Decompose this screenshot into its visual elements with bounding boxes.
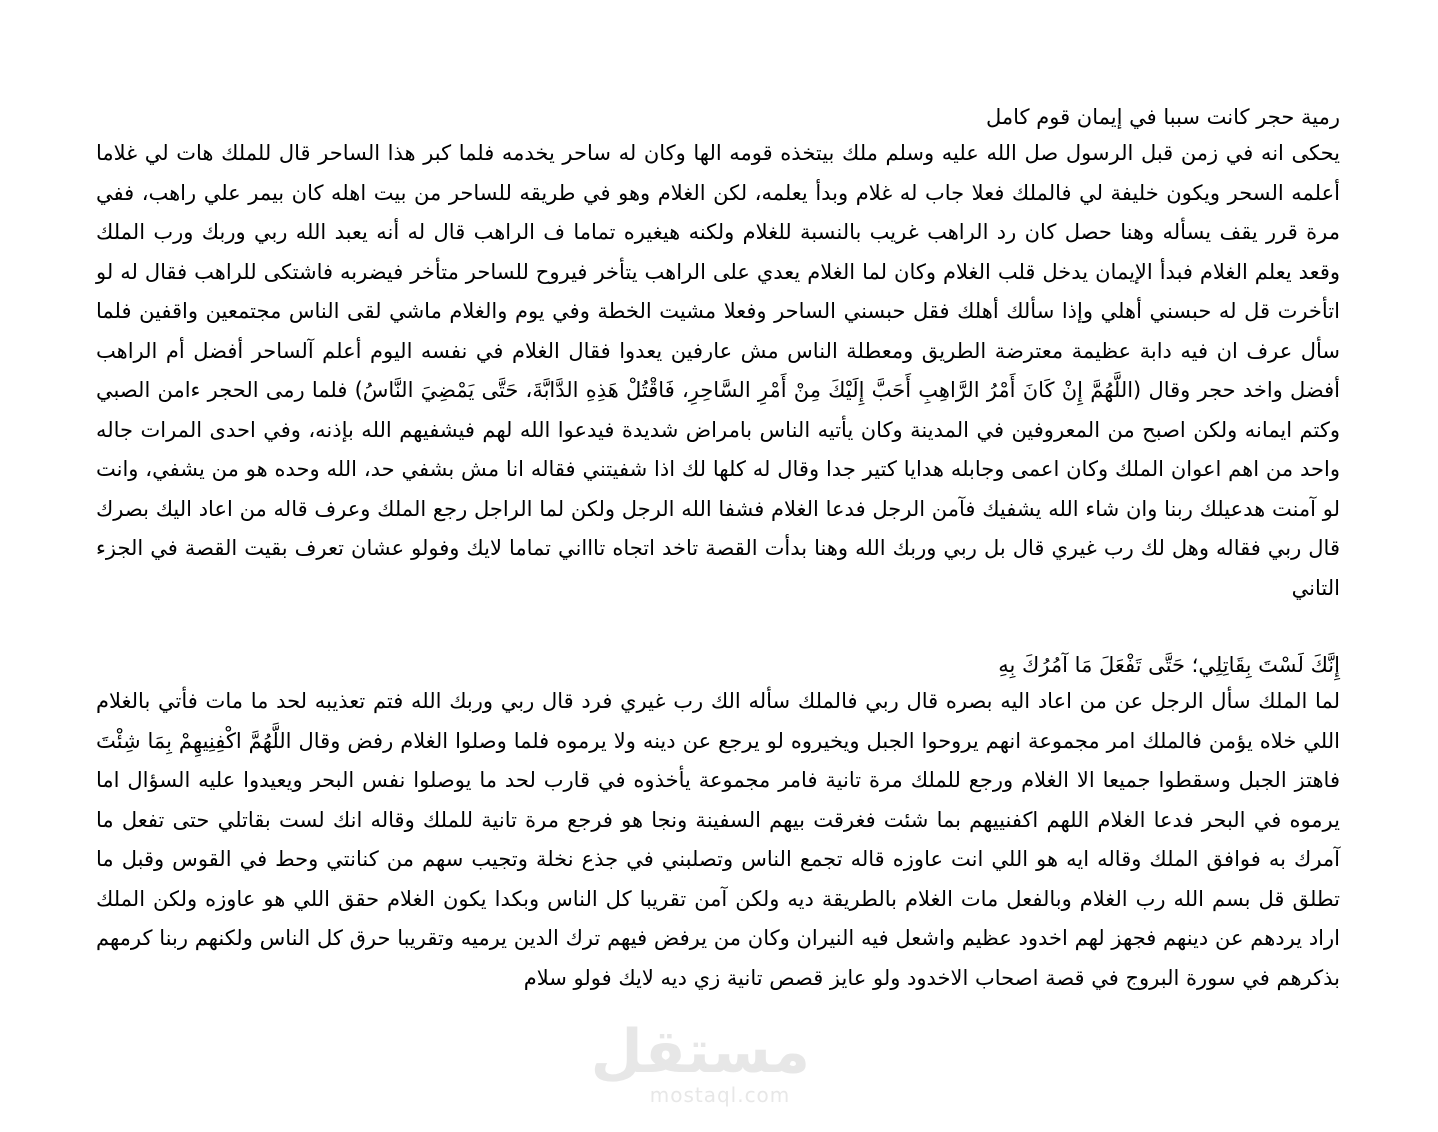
document-title: رمية حجر كانت سببا في إيمان قوم كامل <box>986 105 1340 129</box>
mostaql-watermark <box>590 1017 810 1110</box>
watermark-logo: مستقل <box>590 1017 810 1087</box>
paragraph-second: لما الملك سأل الرجل عن من اعاد اليه بصره قال ربي فالملك سأله الك رب غيري فرد قال ربي وربك الله فتم تعذيبه لحد ما مات فأتي بالغلام اللي خلاه يؤمن فالملك امر مجموعة انهم يروحوا الجبل ويخيروه لو يرجع عن دينه ولا يرموه فلما وصلوا الغلام رفض وقال اللَّهُمَّ اكْفِنِيهِمْ بِمَا شِئْتَ فاهتز الجبل وسقطوا جميعا الا الغلام ورجع للملك مرة تانية فامر مجموعة يأخذوه في قارب لحد ما يوصلوا نفس البحر ويعيدوا عليه السؤال اما يرموه في البحر فدعا الغلام اللهم اكفنييهم بما شئت فغرقت بيهم السفينة ونجا هو فرجع مرة تانية للملك وقاله انك لست بقاتلي حتى تفعل ما آمرك به فوافق الملك وقاله ايه هو اللي انت عاوزه قاله تجمع الناس وتصلبني في جذع نخلة وتجيب سهم من كنانتي وحط في القوس وقبل ما تطلق قل بسم الله رب الغلام وبالفعل مات الغلام بالطريقة ديه ولكن آمن تقريبا كل الناس وبكدا يكون الغلام حقق اللي هو عاوزه ولكن الملك اراد يردهم عن دينهم فجهز لهم اخدود عظيم واشعل فيه النيران وكان من يرفض فيهم ترك الدين يرميه وتقريبا حرق كل الناس ولكنهم ربنا كرمهم بذكرهم في سورة البروج في قصة اصحاب الاخدود ولو عايز قصص تانية زي ديه لايك فولو سلام <box>96 689 1340 990</box>
section-subtitle: إِنَّكَ لَسْتَ بِقَاتِلِي؛ حَتَّى تَفْعَلَ مَا آمُرُكَ بِهِ <box>998 653 1340 677</box>
paragraph-spacer <box>96 608 1340 648</box>
paragraph-first: يحكى انه في زمن قبل الرسول صل الله عليه وسلم ملك بيتخذه قومه الها وكان له ساحر يخدمه فلما كبر هذا الساحر قال للملك هات لي غلاما أعلمه السحر ويكون خليفة لي فالملك فعلا جاب له غلام وبدأ يعلمه، لكن الغلام وهو في طريقه للساحر من بيت اهله كان بيمر علي راهب، ففي مرة قرر يقف يسأله وهنا حصل كان رد الراهب غريب بالنسبة للغلام ولكنه هيغيره تماما ف الراهب قال له أنه يعبد الله ربي وربك ورب الملك وقعد يعلم الغلام فبدأ الإيمان يدخل قلب الغلام وكان لما الغلام يعدي على الراهب يتأخر فيروح للساحر متأخر فيضربه فاشتكى للراهب فقال له لو اتأخرت قل له حبسني أهلي وإذا سألك أهلك فقل حبسني الساحر وفعلا مشيت الخطة وفي يوم والغلام ماشي لقى الناس مجتمعين واقفين فلما سأل عرف ان فيه دابة عظيمة معترضة الطريق ومعطلة الناس مش عارفين يعدوا فقال الغلام في نفسه اليوم أعلم آلساحر أفضل أم الراهب أفضل واخد حجر وقال (اللَّهُمَّ إِنْ كَانَ أَمْرُ الرَّاهِبِ أَحَبَّ إِلَيْكَ مِنْ أَمْرِ السَّاحِرِ، فَاقْتُلْ هَذِهِ الدَّابَّةَ، حَتَّى يَمْضِيَ النَّاسُ) فلما رمى الحجر ءامن الصبي وكتم ايمانه ولكن اصبح من المعروفين في المدينة وكان يأتيه الناس بامراض شديدة فيدعوا الله لهم فيشفيهم الله بإذنه، وفي احدى المرات جاله واحد من اهم اعوان الملك وكان اعمى وجابله هدايا كتير جدا وقال له كلها لك اذا شفيتني فقاله انا مش بشفي حد، الله وحده هو من يشفي، وانت لو آمنت هدعيلك ربنا وان شاء الله يشفيك فآمن الرجل فدعا الغلام فشفا الله الرجل ولكن لما الراجل رجع الملك وعرف قاله من اعاد اليك بصرك قال ربي فقاله وهل لك رب غيري قال بل ربي وربك الله وهنا بدأت القصة تاخد اتجاه تاااني تماما لايك وفولو عشان تعرف بقيت القصة في الجزء التاني <box>96 141 1340 600</box>
document-body <box>96 100 1340 998</box>
watermark-url: mostaql.com <box>649 1083 791 1107</box>
